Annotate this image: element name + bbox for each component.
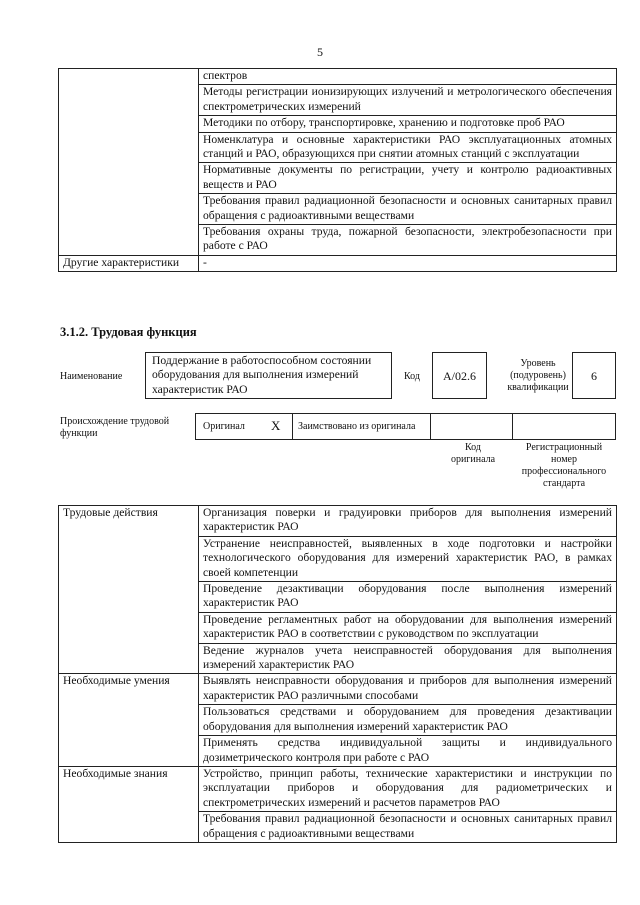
labor-action-item: Проведение дезактивации оборудования после выполнения измерений характеристик РАО xyxy=(199,582,617,613)
page-number: 5 xyxy=(317,45,323,59)
knowledge-item: Номенклатура и основные характеристики РАО эксплуатационных атомных станций и РАО, образующихся при снятии атомных станций с эксплуатации xyxy=(199,132,617,163)
empty-label-cell xyxy=(59,69,199,256)
code-label: Код xyxy=(404,371,420,382)
knowledge-label: Необходимые знания xyxy=(59,766,199,842)
skill-item: Пользоваться средствами и оборудованием для проведения дезактивации оборудования для выполнения измерений характеристик РАО xyxy=(199,705,617,736)
reg-number-label: Регистрационный номер профессионального стандарта xyxy=(521,442,607,489)
labor-action-item: Проведение регламентных работ на оборудовании для выполнения измерений характеристик РАО в соответствии с руководством по эксплуатации xyxy=(199,612,617,643)
skill-item: Выявлять неисправности оборудования и приборов для выполнения измерений характеристик РАО различными способами xyxy=(199,674,617,705)
original-mark: X xyxy=(271,418,281,433)
knowledge-item: Нормативные документы по регистрации, учету и контролю радиоактивных веществ и РАО xyxy=(199,163,617,194)
other-characteristics-value: - xyxy=(199,255,617,271)
original-label: Оригинал xyxy=(203,421,245,432)
labor-action-item: Организация поверки и градуировки приборов для выполнения измерений характеристик РАО xyxy=(199,506,617,537)
skills-label: Необходимые умения xyxy=(59,674,199,766)
knowledge-continuation-table xyxy=(58,68,617,272)
level-value-box: 6 xyxy=(572,352,616,399)
origin-divider xyxy=(512,413,513,440)
function-name-box: Поддержание в работоспособном состоянии оборудования для выполнения измерений характеристик РАО xyxy=(145,352,392,399)
skill-item: Применять средства индивидуальной защиты и индивидуального дозиметрического контроля при работе с РАО xyxy=(199,736,617,767)
labor-action-item: Ведение журналов учета неисправностей оборудования для выполнения измерений характеристик РАО xyxy=(199,643,617,674)
knowledge-item: Требования правил радиационной безопасности и основных санитарных правил обращения с радиоактивными веществами xyxy=(199,194,617,225)
labor-action-item: Устранение неисправностей, выявленных в ходе подготовки и настройки технологического оборудования для измерений характеристик РАО, в рамках своей компетенции xyxy=(199,536,617,581)
knowledge-item: Методики по отбору, транспортировке, хранению и подготовке проб РАО xyxy=(199,116,617,132)
labor-actions-label: Трудовые действия xyxy=(59,506,199,674)
function-code-box: A/02.6 xyxy=(432,352,487,399)
knowledge-item: спектров xyxy=(199,69,617,85)
knowledge-item: Методы регистрации ионизирующих излучений и метрологического обеспечения спектрометрических измерений xyxy=(199,85,617,116)
level-label: Уровень (подуровень) квалификации xyxy=(507,358,569,393)
name-label: Наименование xyxy=(60,371,123,382)
origin-divider xyxy=(430,413,431,440)
knowledge-item: Устройство, принцип работы, технические характеристики и инструкции по эксплуатации приборов и оборудования для радиометрических и спектрометрических измерений и расчетов параметров РАО xyxy=(199,766,617,811)
knowledge-item: Требования правил радиационной безопасности и основных санитарных правил обращения с радиоактивными веществами xyxy=(199,812,617,843)
knowledge-item: Требования охраны труда, пожарной безопасности, электробезопасности при работе с РАО xyxy=(199,225,617,256)
other-characteristics-label: Другие характеристики xyxy=(59,255,199,271)
section-title: 3.1.2. Трудовая функция xyxy=(60,325,197,339)
code-original-label: Код оригинала xyxy=(450,442,496,465)
origin-label: Происхождение трудовой функции xyxy=(60,416,170,439)
origin-divider xyxy=(292,413,293,440)
borrowed-label: Заимствовано из оригинала xyxy=(298,421,416,432)
function-details-table xyxy=(58,505,617,843)
